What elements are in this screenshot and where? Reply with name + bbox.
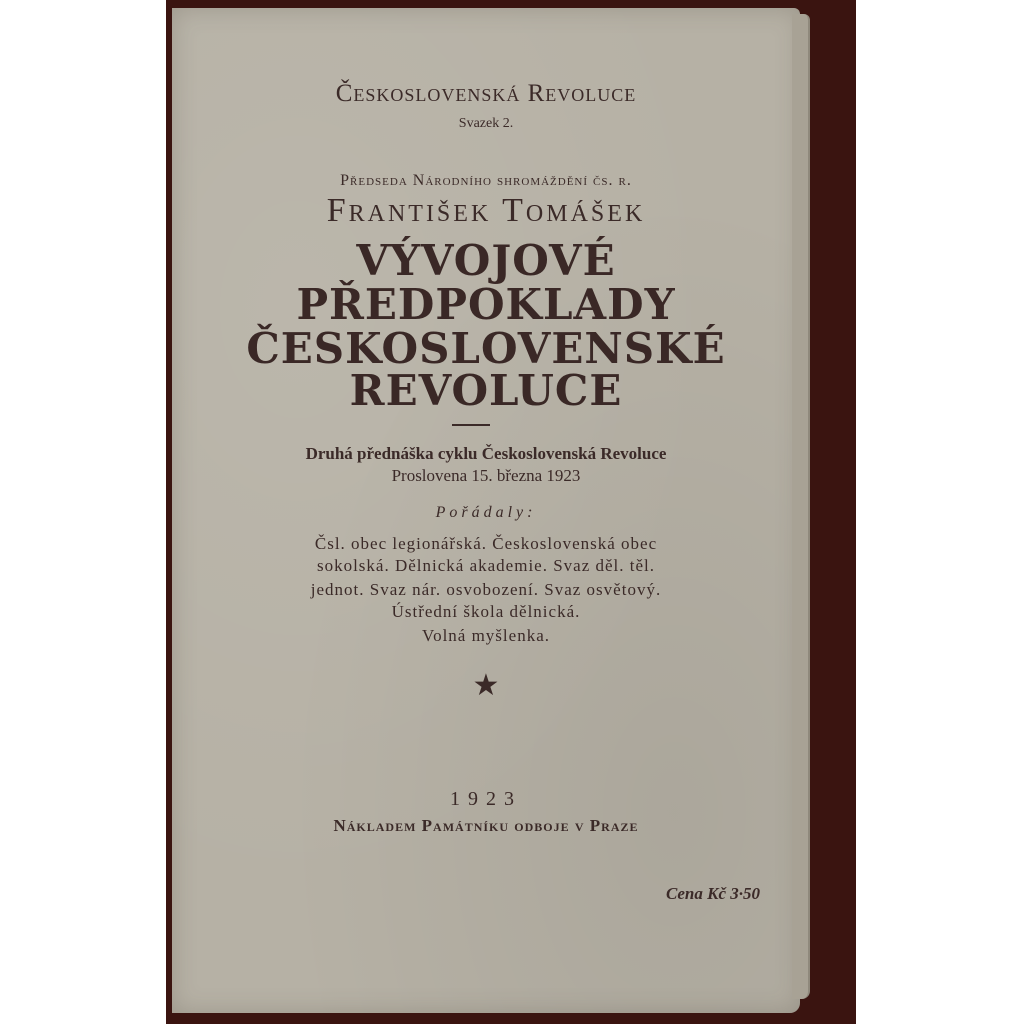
author-role: Předseda Národního shromáždění čs. r. (340, 172, 632, 189)
organizers-line: jednot. Svaz nár. osvobození. Svaz osvětový. (310, 580, 662, 599)
author-name: František Tomášek (326, 192, 646, 229)
publication-year: 1923 (450, 788, 522, 810)
organized-label: Pořádaly: (435, 504, 537, 521)
organizers-line: Volná myšlenka. (421, 626, 550, 645)
price-label: Cena Kč 3·50 (666, 884, 760, 903)
title-line: PŘEDPOKLADY (296, 280, 676, 329)
subtitle: Druhá přednáška cyklu Československá Revoluce (305, 444, 667, 463)
series-title: Československá Revoluce (335, 80, 637, 107)
divider (452, 424, 490, 426)
publisher: Nákladem Památníku odboje v Praze (333, 816, 639, 835)
organizers-line: Ústřední škola dělnická. (391, 602, 581, 621)
title-line: ČESKOSLOVENSKÉ (246, 324, 726, 373)
organizers-line: sokolská. Dělnická akademie. Svaz děl. těl. (316, 556, 656, 575)
title-line: VÝVOJOVÉ (356, 236, 616, 285)
volume-number: Svazek 2. (458, 116, 514, 131)
title-line: REVOLUCE (349, 366, 623, 415)
lecture-date: Proslovena 15. března 1923 (391, 466, 581, 485)
star-icon: ★ (472, 669, 500, 702)
organizers-line: Čsl. obec legionářská. Československá obec (314, 534, 658, 553)
